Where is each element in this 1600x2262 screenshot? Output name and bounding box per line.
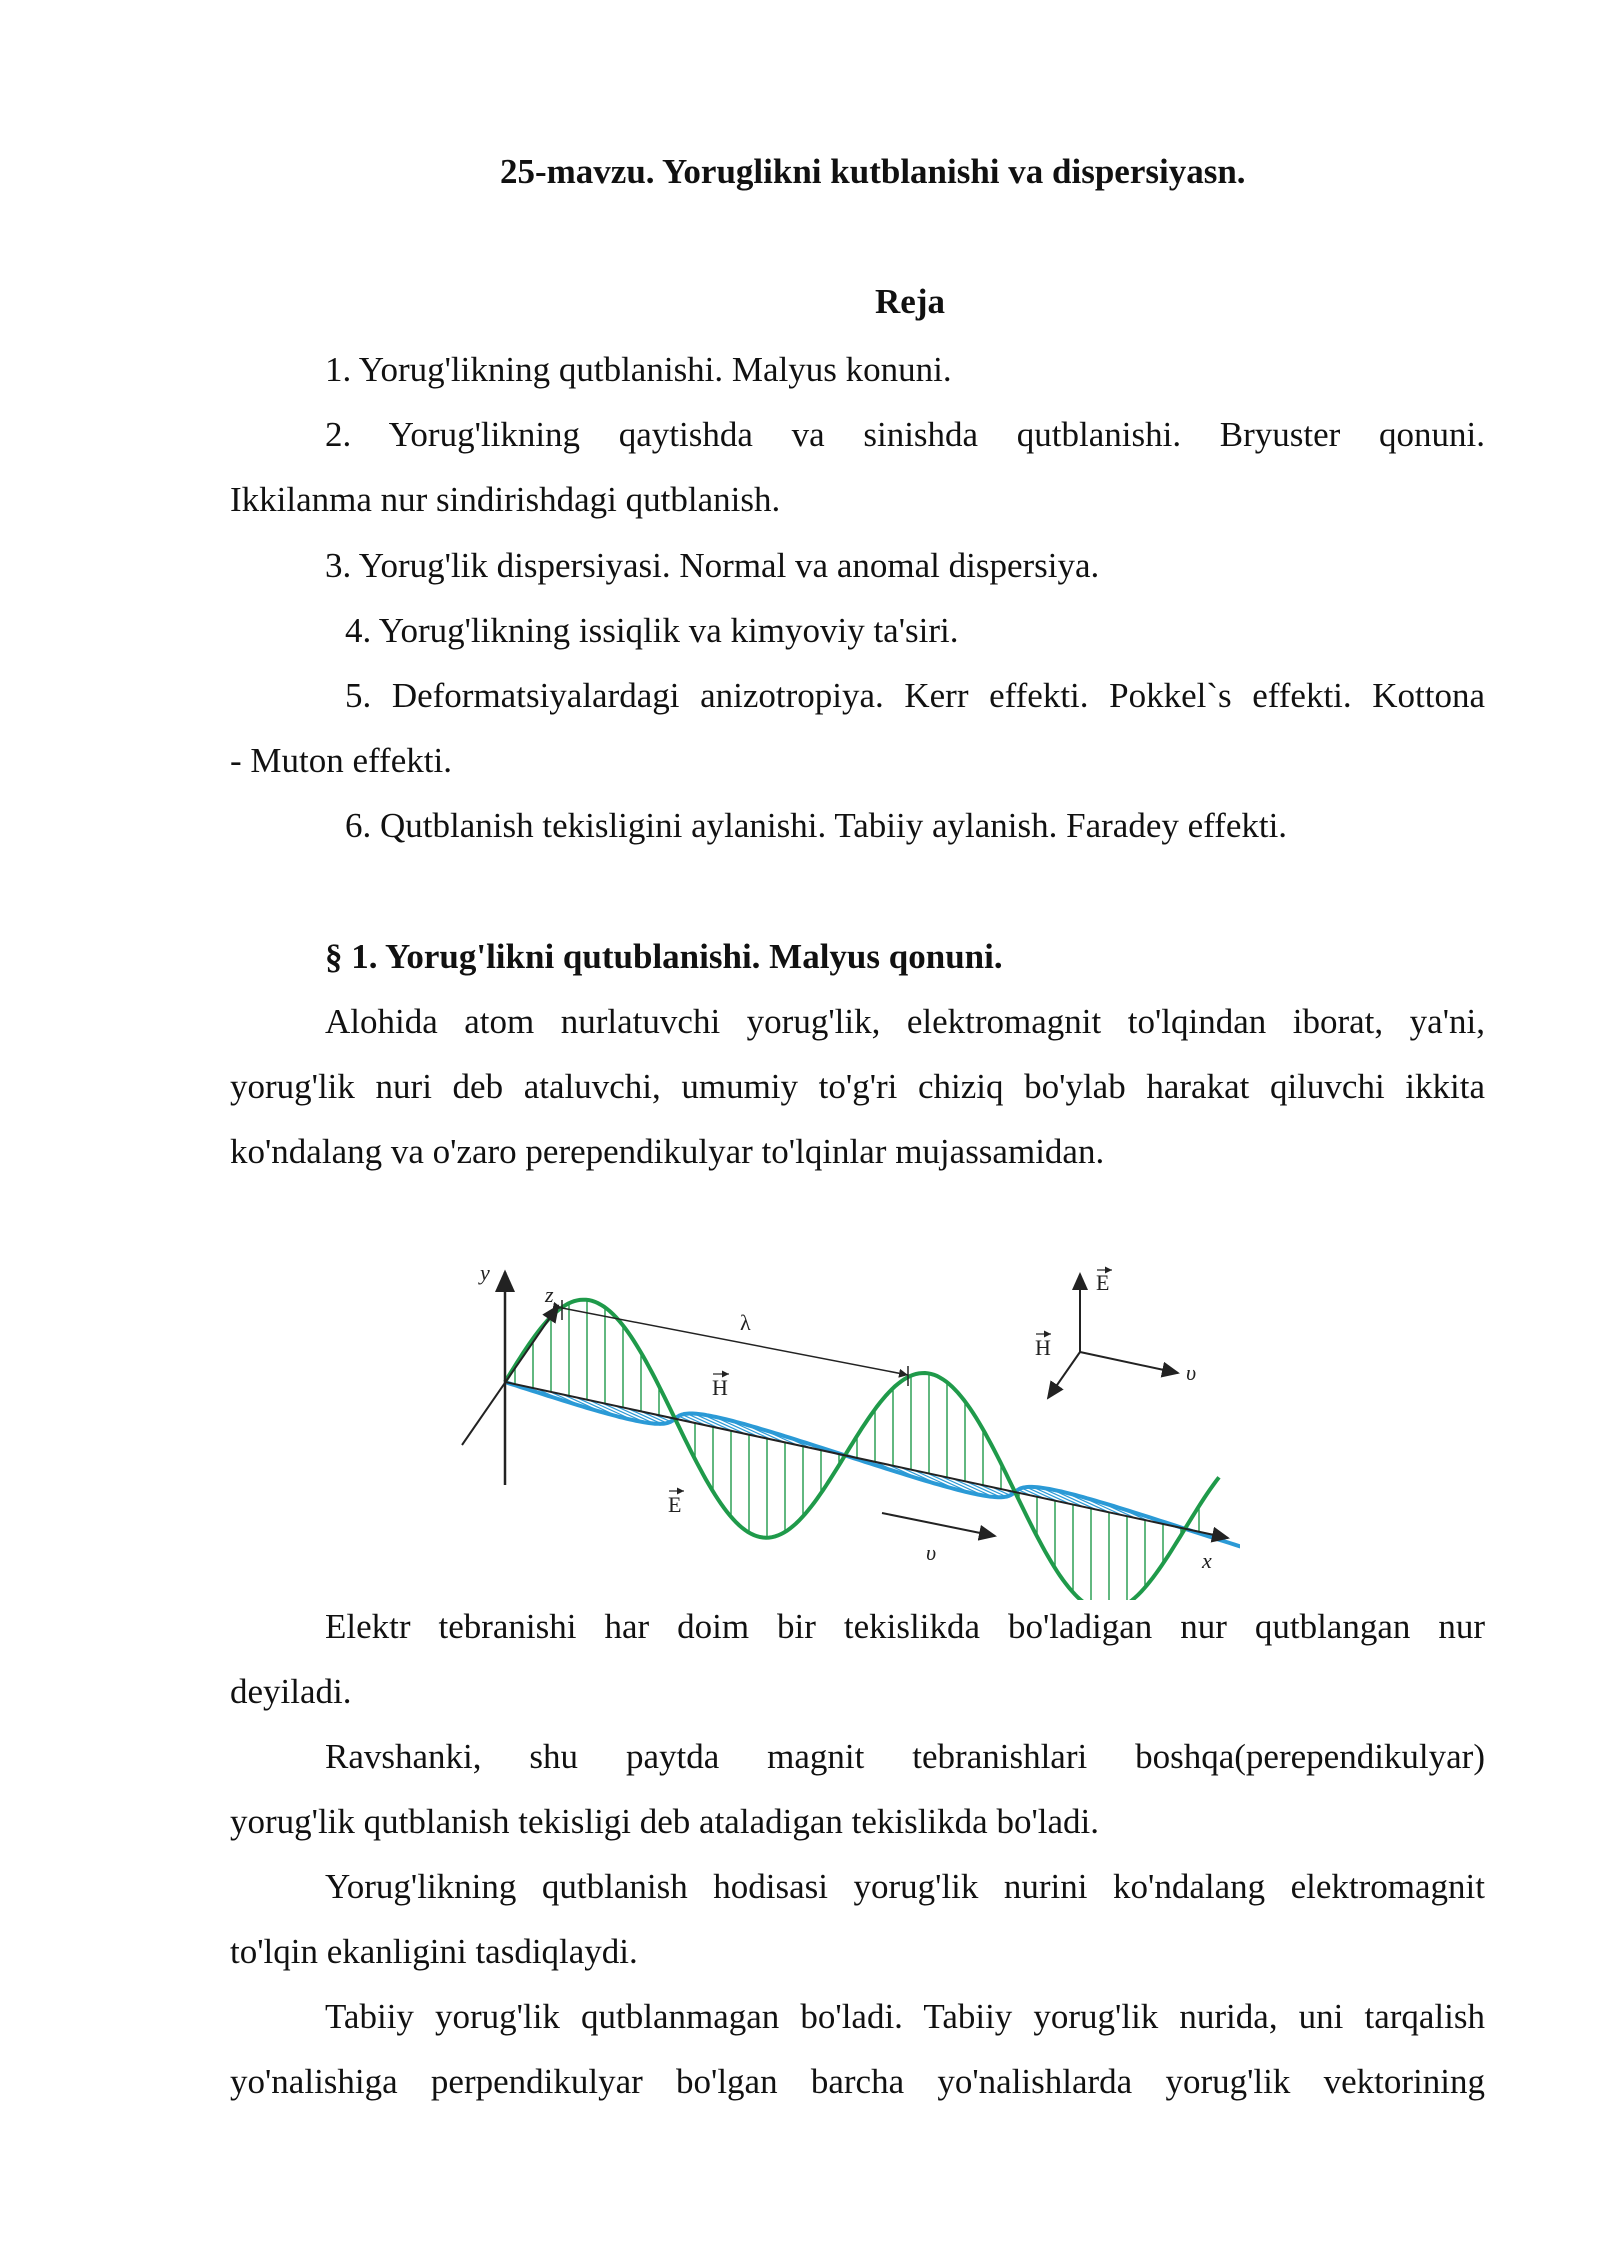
x-axis xyxy=(505,1382,1228,1538)
document-title: 25-mavzu. Yoruglikni kutblanishi va dispersiyasn. xyxy=(500,152,1246,191)
h-field-curve xyxy=(505,1382,1240,1548)
plan-item-5-line-1: 5. Deformatsiyalardagi anizotropiya. Kerr effekti. Pokkel`s effekti. Kottona xyxy=(345,676,1485,715)
velocity-label: υ xyxy=(926,1540,937,1565)
plan-heading: Reja xyxy=(875,282,945,321)
lambda-label: λ xyxy=(740,1310,751,1335)
wave-h-label: H xyxy=(712,1375,728,1400)
section-1-p3-line-1: Ravshanki, shu paytda magnit tebranishlari boshqa(perependikulyar) xyxy=(325,1737,1485,1776)
section-1-p4-line-1: Yorug'likning qutblanish hodisasi yorug'lik nurini ko'ndalang elektromagnit xyxy=(325,1867,1485,1906)
axis-y-label: y xyxy=(480,1260,490,1285)
z-axis xyxy=(462,1306,558,1445)
section-1-p5-line-2: yo'nalishiga perpendikulyar bo'lgan barcha yo'nalishlarda yorug'lik vektorining xyxy=(230,2062,1485,2101)
axis-z-label: z xyxy=(545,1282,554,1307)
wave-group xyxy=(505,1300,1240,1600)
plan-item-3: 3. Yorug'lik dispersiyasi. Normal va anomal dispersiya. xyxy=(325,546,1100,585)
plan-item-2-line-2: Ikkilanma nur sindirishdagi qutblanish. xyxy=(230,480,781,519)
plan-item-2-line-1: 2. Yorug'likning qaytishda va sinishda qutblanishi. Bryuster qonuni. xyxy=(325,415,1485,454)
e-field-curve xyxy=(505,1300,1219,1600)
velocity-arrow xyxy=(882,1513,995,1536)
triad-v-label: υ xyxy=(1186,1360,1197,1385)
section-1-p2-line-2: deyiladi. xyxy=(230,1672,352,1711)
lambda-dimension xyxy=(562,1308,908,1375)
triad-h-label: H xyxy=(1035,1335,1051,1360)
plan-item-4: 4. Yorug'likning issiqlik va kimyoviy ta'siri. xyxy=(345,611,959,650)
triad-e-label: E xyxy=(1096,1270,1110,1295)
triad-h-vector xyxy=(1048,1352,1080,1398)
section-1-p1-line-3: ko'ndalang va o'zaro perependikulyar to'lqinlar mujassamidan. xyxy=(230,1132,1105,1171)
axis-x-label: x xyxy=(1202,1548,1212,1573)
section-1-p5-line-1: Tabiiy yorug'lik qutblanmagan bo'ladi. Tabiiy yorug'lik nurida, uni tarqalish xyxy=(325,1997,1485,2036)
plan-item-5-line-2: - Muton effekti. xyxy=(230,741,452,780)
triad-v-vector xyxy=(1080,1352,1178,1373)
section-1-heading: § 1. Yorug'likni qutublanishi. Malyus qonuni. xyxy=(325,937,1003,976)
em-wave-figure xyxy=(450,1250,1240,1600)
plan-item-6: 6. Qutblanish tekisligini aylanishi. Tabiiy aylanish. Faradey effekti. xyxy=(345,806,1288,845)
plan-item-1: 1. Yorug'likning qutblanishi. Malyus konuni. xyxy=(325,350,952,389)
section-1-p4-line-2: to'lqin ekanligini tasdiqlaydi. xyxy=(230,1932,638,1971)
section-1-p3-line-2: yorug'lik qutblanish tekisligi deb ataladigan tekislikda bo'ladi. xyxy=(230,1802,1099,1841)
section-1-p2-line-1: Elektr tebranishi har doim bir tekislikda bo'ladigan nur qutblangan nur xyxy=(325,1607,1485,1646)
section-1-p1-line-2: yorug'lik nuri deb ataluvchi, umumiy to'g'ri chiziq bo'ylab harakat qiluvchi ikkita xyxy=(230,1067,1485,1106)
section-1-p1-line-1: Alohida atom nurlatuvchi yorug'lik, elektromagnit to'lqindan iborat, ya'ni, xyxy=(325,1002,1485,1041)
wave-e-label: E xyxy=(668,1492,682,1517)
